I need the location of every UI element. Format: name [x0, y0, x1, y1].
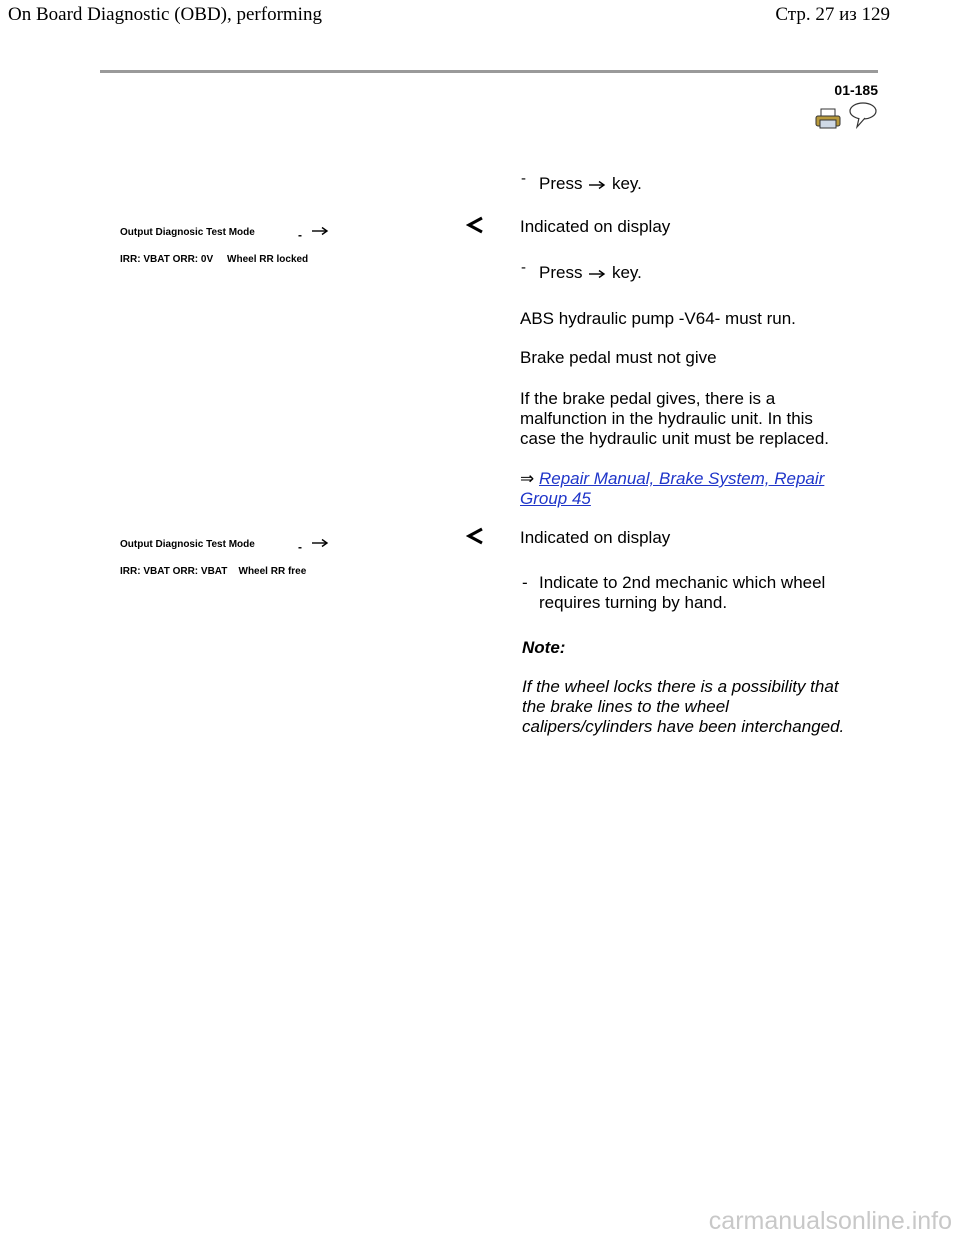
pointer-left-icon: [466, 216, 484, 239]
repair-manual-link[interactable]: Group 45: [520, 489, 591, 508]
watermark: carmanualsonline.info: [708, 1207, 952, 1235]
press-key-step: [539, 263, 642, 284]
indicated-on-display: Indicated on display: [520, 528, 671, 547]
paragraph-line: malfunction in the hydraulic unit. In this: [520, 409, 813, 428]
reference-block: [520, 469, 824, 509]
arrow-right-icon: [310, 223, 330, 241]
key-word: key.: [611, 174, 642, 193]
arrow-right-icon: [587, 175, 607, 195]
step-line: Indicate to 2nd mechanic which wheel: [539, 573, 826, 592]
indicate-mechanic-step: [539, 573, 825, 613]
pedal-not-give-text: Brake pedal must not give: [520, 348, 717, 367]
repair-manual-link[interactable]: Repair Manual, Brake System, Repair: [538, 469, 825, 488]
pedal-gives-paragraph: [520, 389, 829, 449]
pointer-left-icon: [466, 527, 484, 550]
printer-icon[interactable]: [815, 108, 841, 135]
paragraph-line: case the hydraulic unit must be replaced.: [520, 429, 830, 448]
note-text: [522, 677, 844, 737]
indicated-on-display: Indicated on display: [520, 217, 671, 236]
header-rule: [100, 70, 878, 73]
press-key-step: [539, 174, 642, 195]
press-word: Press: [539, 174, 583, 193]
header-title: On Board Diagnostic (OBD), performing: [8, 4, 322, 25]
display-status-line: IRR: VBAT ORR: 0V Wheel RR locked: [120, 254, 309, 265]
page-indicator: Стр. 27 из 129: [775, 4, 890, 25]
arrow-right-icon: [310, 535, 330, 553]
arrow-right-icon: [587, 264, 607, 284]
step-dash: -: [521, 259, 526, 276]
display-mode-line: Output Diagnosic Test Mode: [120, 227, 255, 238]
press-word: Press: [539, 263, 583, 282]
step-dash: -: [521, 170, 526, 187]
speech-bubble-icon[interactable]: [848, 101, 878, 134]
note-label: Note:: [522, 638, 566, 657]
pump-run-text: ABS hydraulic pump -V64- must run.: [520, 309, 796, 328]
display-status-line: IRR: VBAT ORR: VBAT Wheel RR free: [120, 566, 307, 577]
note-line: If the wheel locks there is a possibility that: [522, 677, 839, 696]
display-mode-line: Output Diagnosic Test Mode: [120, 539, 255, 550]
display-dash: -: [298, 540, 302, 554]
page-id: 01-185: [834, 82, 878, 98]
step-line: requires turning by hand.: [539, 593, 728, 612]
key-word: key.: [611, 263, 642, 282]
paragraph-line: If the brake pedal gives, there is a: [520, 389, 776, 408]
step-dash: -: [522, 573, 528, 592]
display-dash: -: [298, 228, 302, 242]
note-line: the brake lines to the wheel: [522, 697, 729, 716]
note-line: calipers/cylinders have been interchanged.: [522, 717, 845, 736]
reference-arrow: ⇒: [520, 469, 535, 488]
